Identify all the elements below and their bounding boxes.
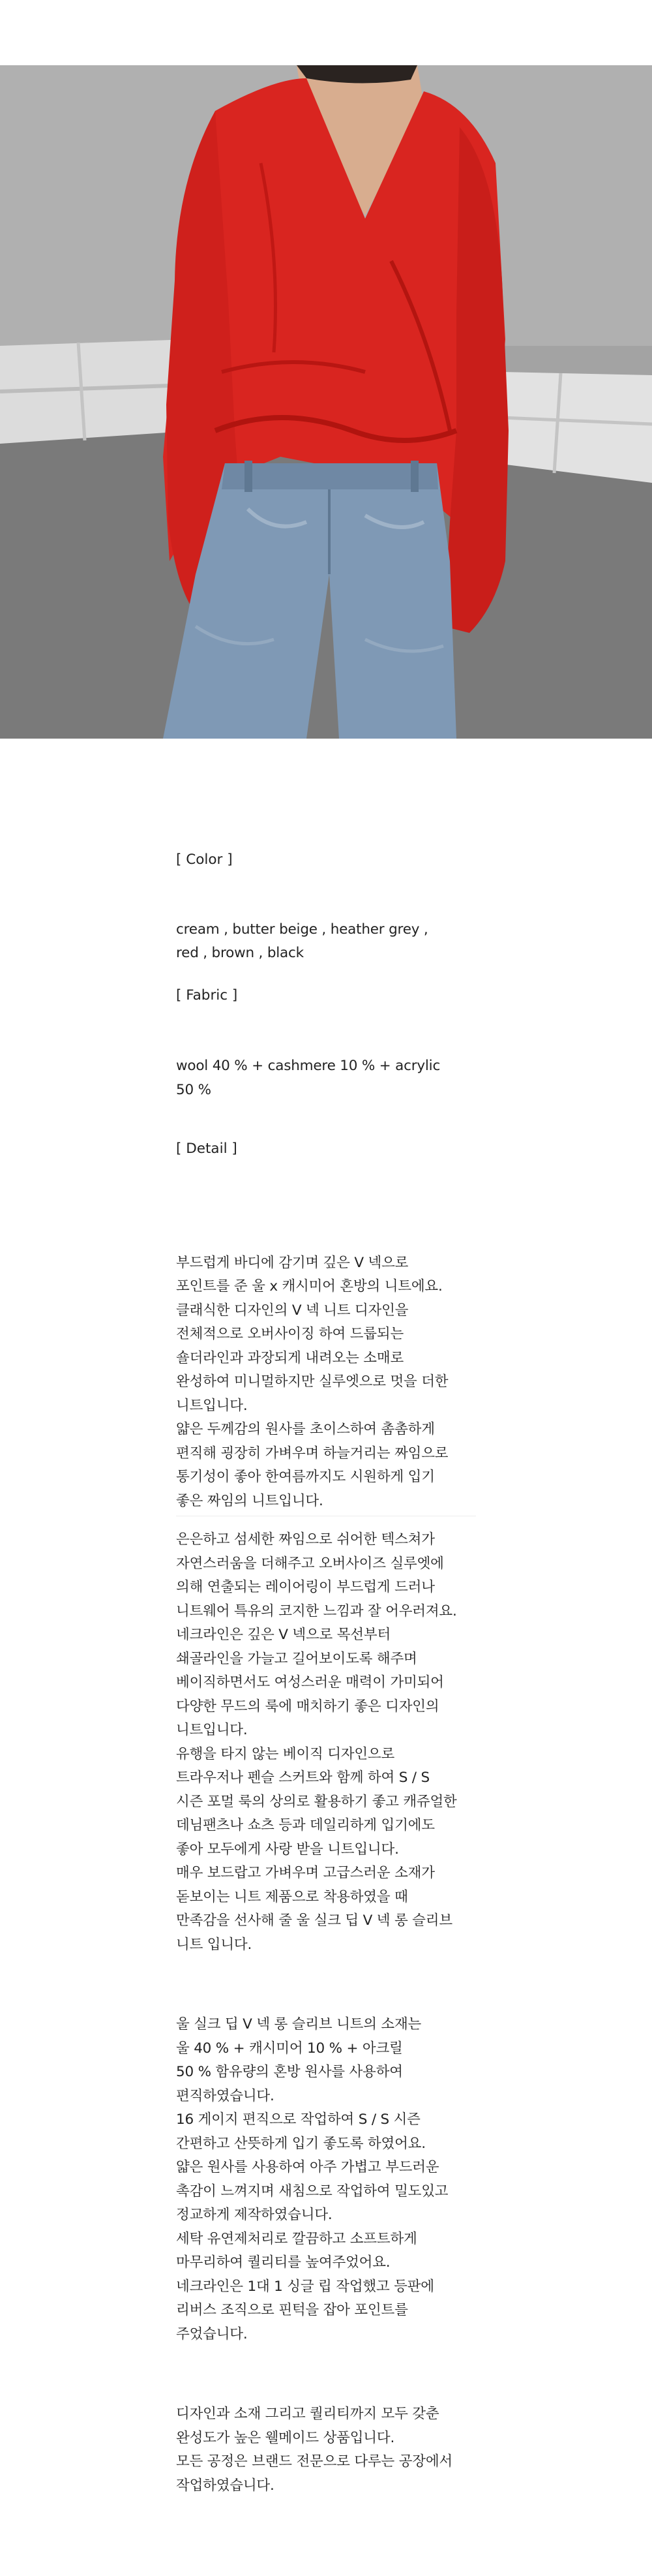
detail-section-label: [ Detail ] bbox=[176, 1141, 237, 1157]
fabric-composition-text: wool 40 % + cashmere 10 % + acrylic 50 % bbox=[176, 1058, 441, 1098]
detail-paragraph-4: 디자인과 소재 그리고 퀄리티까지 모두 갖춘 완성도가 높은 웰메이드 상품입니다. 모든 공정은 브랜드 전문으로 다루는 공장에서 작업하였습니다. bbox=[176, 2406, 452, 2494]
photo-light-right bbox=[496, 372, 652, 483]
detail-paragraph-2: 은은하고 섬세한 짜임으로 쉬어한 텍스쳐가 자연스러움을 더해주고 오버사이즈 실루엣에 의해 연출되는 레이어링이 부드럽게 드러나 니트웨어 특유의 코지한 느낌과 잘 어우러져요. 네크라인은 깊은 V 넥으로 목선부터 쇄골라인을 가늘고 길어보이도록 해주며 베이직하면서도 여성스러운 매력이 가미되어 다양한 무드의 룩에 매치하기 좋은 디자인의 니트입니다. 유행을 타지 않는 베이직 디자인으로 트라우저나 펜슬 스커트와 함께 하여 S / S 시즌 포멀 룩의 상의로 활용하기 좋고 캐쥬얼한 데님팬츠나 쇼츠 등과 데일리하게 입기에도 좋아 모두에게 사랑 받을 니트입니다. 매우 보드랍고 가벼우며 고급스러운 소재가 돋보이는 니트 제품으로 착용하였을 때 만족감을 선사해 줄 울 실크 딥 V 넥 롱 슬리브 니트 입니다. bbox=[176, 1531, 457, 1953]
detail-paragraph-3: 울 실크 딥 V 넥 롱 슬리브 니트의 소재는 울 40 % + 캐시미어 10 % + 아크릴 50 % 함유량의 혼방 원사를 사용하여 편직하였습니다. 16 게이지 편직으로 작업하여 S / S 시즌 간편하고 산뜻하게 입기 좋도록 하였어요. 얇은 원사를 사용하여 아주 가볍고 부드러운 촉감이 느껴지며 새침으로 작업하여 밀도있고 정교하게 제작하였습니다. 세탁 유연제처리로 깔끔하고 소프트하게 마무리하여 퀄리티를 높여주었어요. 네크라인은 1대 1 싱글 립 작업했고 등판에 리버스 조직으로 핀턱을 잡아 포인트를 주었습니다. bbox=[176, 2016, 449, 2342]
fabric-section-label: [ Fabric ] bbox=[176, 987, 238, 1004]
product-photo bbox=[0, 65, 652, 739]
product-photo-illustration bbox=[0, 65, 652, 739]
color-section-label: [ Color ] bbox=[176, 851, 233, 868]
color-options-text: cream , butter beige , heather grey , red , brown , black bbox=[176, 921, 428, 961]
product-description bbox=[176, 848, 476, 2498]
detail-paragraph-1: 부드럽게 바디에 감기며 깊은 V 넥으로 포인트를 준 울 x 캐시미어 혼방의 니트에요. 클래식한 디자인의 V 넥 니트 디자인을 전체적으로 오버사이징 하여 드룹되는 숄더라인과 과장되게 내려오는 소매로 완성하여 미니멀하지만 실루엣으로 멋을 더한 니트입니다. 얇은 두께감의 원사를 초이스하여 촘촘하게 편직해 굉장히 가벼우며 하늘거리는 짜임으로 통기성이 좋아 한여름까지도 시원하게 입기 좋은 짜임의 니트입니다. bbox=[176, 1254, 449, 1509]
